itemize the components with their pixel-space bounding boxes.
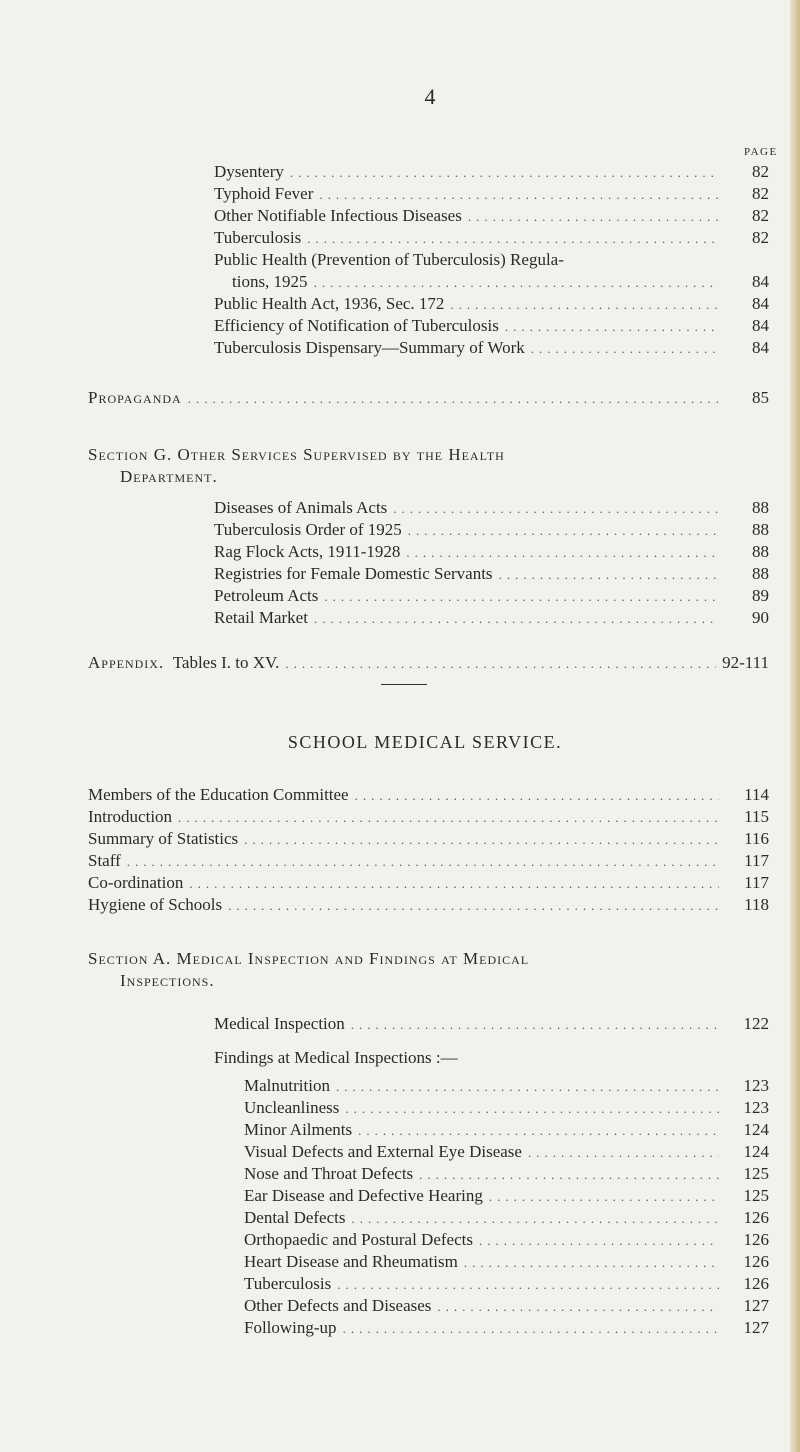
entry-label: Efficiency of Notification of Tuberculosis <box>214 316 499 335</box>
toc-entry[interactable] <box>214 519 769 541</box>
toc-entry[interactable] <box>244 1141 769 1163</box>
entry-label: Tuberculosis <box>244 1274 332 1293</box>
toc-entry[interactable] <box>244 1317 769 1339</box>
leader-dots <box>307 228 719 250</box>
entry-label: Visual Defects and External Eye Disease <box>244 1142 522 1161</box>
leader-dots <box>324 586 719 608</box>
toc-entry[interactable] <box>244 1273 769 1295</box>
entry-page: 82 <box>752 184 769 203</box>
leader-dots <box>127 851 719 873</box>
entry-page: 84 <box>752 338 769 357</box>
entry-label: Summary of Statistics <box>88 829 239 848</box>
entry-page: 126 <box>743 1274 769 1293</box>
toc-entry[interactable] <box>244 1163 769 1185</box>
toc-entry[interactable] <box>88 784 769 806</box>
toc-entry[interactable] <box>214 293 769 315</box>
toc-entry[interactable] <box>244 1097 769 1119</box>
section-a-heading-continued: Inspections. <box>120 971 215 990</box>
entry-label: Nose and Throat Defects <box>244 1164 414 1183</box>
entry-label: Rag Flock Acts, 1911-1928 <box>214 542 401 561</box>
leader-dots <box>228 895 719 917</box>
leader-dots <box>437 1296 719 1318</box>
entry-label: Orthopaedic and Postural Defects <box>244 1230 473 1249</box>
entry-page: 84 <box>752 316 769 335</box>
entry-page: 118 <box>744 895 769 914</box>
entry-page: 126 <box>743 1252 769 1271</box>
toc-entry[interactable] <box>244 1075 769 1097</box>
leader-dots <box>351 1014 719 1036</box>
entry-page: 116 <box>744 829 769 848</box>
page-number: 4 <box>424 84 436 109</box>
entry-label: Diseases of Animals Acts <box>214 498 388 517</box>
toc-entry[interactable] <box>214 183 769 205</box>
leader-dots <box>358 1120 719 1142</box>
toc-entry[interactable] <box>244 1229 769 1251</box>
leader-dots <box>468 206 719 228</box>
entry-label: Members of the Education Committee <box>88 785 349 804</box>
leader-dots <box>419 1164 719 1186</box>
entry-page: 84 <box>752 294 769 313</box>
entry-page: 124 <box>743 1142 769 1161</box>
toc-entry[interactable] <box>214 161 769 183</box>
toc-entry[interactable] <box>214 205 769 227</box>
entry-label: Public Health Act, 1936, Sec. 172 <box>214 294 445 313</box>
appendix-text: Tables I. to XV. <box>172 653 280 672</box>
entry-page: 88 <box>752 520 769 539</box>
entry-label: Uncleanliness <box>244 1098 340 1117</box>
appendix-label: Appendix. <box>88 653 165 672</box>
section-g-heading-continued: Department. <box>120 467 218 486</box>
toc-entry[interactable] <box>244 1295 769 1317</box>
toc-entry[interactable] <box>214 563 769 585</box>
toc-entry-propaganda[interactable] <box>88 387 769 409</box>
entry-label: Dental Defects <box>244 1208 346 1227</box>
toc-entry[interactable] <box>214 315 769 337</box>
toc-entry[interactable] <box>88 872 769 894</box>
leader-dots <box>345 1098 719 1120</box>
leader-dots <box>528 1142 719 1164</box>
leader-dots <box>314 608 719 630</box>
entry-page: 126 <box>743 1208 769 1227</box>
entry-page: 90 <box>752 608 769 627</box>
toc-entry-appendix[interactable] <box>88 652 769 674</box>
entry-label: Tuberculosis Dispensary—Summary of Work <box>214 338 525 357</box>
entry-label: Registries for Female Domestic Servants <box>214 564 493 583</box>
leader-dots <box>355 785 719 807</box>
entry-label: Co-ordination <box>88 873 184 892</box>
entry-page: 88 <box>752 542 769 561</box>
leader-dots <box>408 520 719 542</box>
entry-page: 115 <box>744 807 769 826</box>
entry-page: 114 <box>744 785 769 804</box>
page-column-label: PAGE <box>744 146 778 158</box>
leader-dots <box>489 1186 719 1208</box>
toc-entry[interactable] <box>244 1119 769 1141</box>
leader-dots <box>319 184 719 206</box>
entry-label: Introduction <box>88 807 173 826</box>
leader-dots <box>337 1274 719 1296</box>
toc-entry[interactable] <box>88 806 769 828</box>
toc-entry[interactable] <box>88 828 769 850</box>
entry-label: Retail Market <box>214 608 308 627</box>
entry-page: 88 <box>752 498 769 517</box>
entry-page: 123 <box>743 1098 769 1117</box>
section-divider <box>381 684 427 685</box>
entry-label: Propaganda <box>88 388 182 407</box>
entry-page: 92-111 <box>722 653 769 672</box>
leader-dots <box>499 564 719 586</box>
entry-page: 117 <box>744 851 769 870</box>
entry-page: 89 <box>752 586 769 605</box>
section-a-heading: Section A. Medical Inspection and Findings at Medical <box>88 949 530 968</box>
leader-dots <box>505 316 719 338</box>
entry-label: Dysentery <box>214 162 284 181</box>
entry-page: 127 <box>743 1318 769 1337</box>
entry-label: Ear Disease and Defective Hearing <box>244 1186 483 1205</box>
toc-entry-medical-inspection[interactable] <box>214 1013 769 1035</box>
entry-label: Minor Ailments <box>244 1120 353 1139</box>
entry-page: 117 <box>744 873 769 892</box>
toc-entry[interactable] <box>214 497 769 519</box>
leader-dots <box>178 807 719 829</box>
entry-label: Malnutrition <box>244 1076 330 1095</box>
toc-entry[interactable] <box>232 271 769 293</box>
leader-dots <box>406 542 719 564</box>
entry-page: 82 <box>752 162 769 181</box>
entry-label: Hygiene of Schools <box>88 895 223 914</box>
toc-entry[interactable] <box>244 1207 769 1229</box>
entry-page: 82 <box>752 228 769 247</box>
findings-heading: Findings at Medical Inspections :— <box>214 1048 458 1067</box>
school-medical-service-heading: SCHOOL MEDICAL SERVICE. <box>287 732 563 752</box>
toc-entry[interactable] <box>214 541 769 563</box>
entry-label: Following-up <box>244 1318 337 1337</box>
section-g-heading: Section G. Other Services Supervised by the Health <box>88 445 505 464</box>
leader-dots <box>290 162 719 184</box>
leader-dots <box>464 1252 719 1274</box>
leader-dots <box>450 294 719 316</box>
entry-label: Other Defects and Diseases <box>244 1296 432 1315</box>
entry-page: 123 <box>743 1076 769 1095</box>
leader-dots <box>479 1230 719 1252</box>
entry-page: 88 <box>752 564 769 583</box>
toc-entry[interactable] <box>88 850 769 872</box>
entry-label-continued: Public Health (Prevention of Tuberculosis) Regula- <box>214 250 564 269</box>
leader-dots <box>351 1208 719 1230</box>
entry-label: Typhoid Fever <box>214 184 314 203</box>
entry-page: 84 <box>752 272 769 291</box>
entry-page: 124 <box>743 1120 769 1139</box>
leader-dots <box>314 272 719 294</box>
entry-label: Tuberculosis <box>214 228 302 247</box>
entry-label: Heart Disease and Rheumatism <box>244 1252 458 1271</box>
entry-label: Petroleum Acts <box>214 586 319 605</box>
entry-page: 125 <box>743 1164 769 1183</box>
leader-dots <box>393 498 719 520</box>
leader-dots <box>531 338 719 360</box>
entry-page: 126 <box>743 1230 769 1249</box>
toc-entry[interactable] <box>214 227 769 249</box>
entry-label: Tuberculosis Order of 1925 <box>214 520 402 539</box>
toc-entry[interactable] <box>88 894 769 916</box>
entry-label: tions, 1925 <box>232 272 308 291</box>
leader-dots <box>244 829 719 851</box>
toc-entry[interactable] <box>214 607 769 629</box>
toc-entry[interactable] <box>214 337 769 359</box>
page-edge <box>790 0 800 1452</box>
leader-dots <box>189 873 719 895</box>
entry-page: 85 <box>752 388 769 407</box>
toc-entry[interactable] <box>214 585 769 607</box>
entry-label: Other Notifiable Infectious Diseases <box>214 206 462 225</box>
leader-dots <box>285 653 716 675</box>
entry-page: 82 <box>752 206 769 225</box>
toc-entry[interactable] <box>244 1185 769 1207</box>
entry-label: Medical Inspection <box>214 1014 345 1033</box>
entry-label: Staff <box>88 851 121 870</box>
entry-page: 127 <box>743 1296 769 1315</box>
leader-dots <box>188 388 719 410</box>
leader-dots <box>336 1076 719 1098</box>
entry-page: 125 <box>743 1186 769 1205</box>
toc-entry[interactable] <box>244 1251 769 1273</box>
entry-page: 122 <box>743 1014 769 1033</box>
leader-dots <box>343 1318 719 1340</box>
